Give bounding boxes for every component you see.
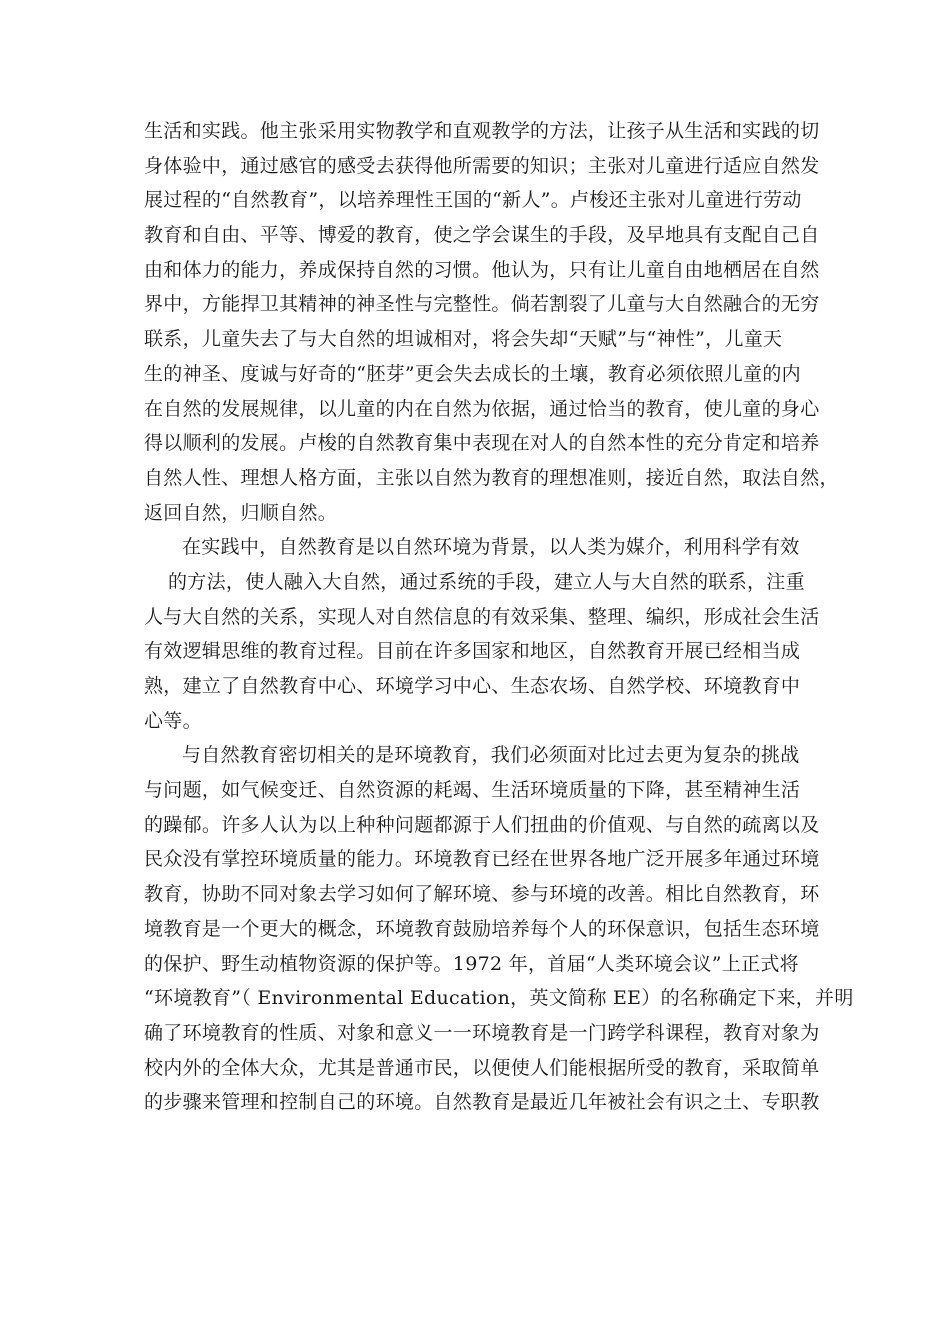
text-line: 的步骤来管理和控制自己的环境。自然教育是最近几年被社会有识之土、专职教: [144, 1091, 820, 1114]
text-line: 生的神圣、度诚与好奇的“胚芽”更会失去成长的土壤，教育必须依照儿童的内: [144, 362, 801, 385]
paragraph-2: [144, 530, 820, 738]
text-line: “环境教育”（ Environmental Education，英文简称 EE）的名称确定下来，并明: [144, 987, 854, 1010]
text-line: 与问题，如气候变迁、自然资源的耗竭、生活环境质量的下降，甚至精神生活: [144, 779, 801, 802]
text-line: 返回自然，归顺自然。: [144, 501, 338, 524]
text-line: 熟，建立了自然教育中心、环境学习中心、生态农场、自然学校、环境教育中: [144, 675, 801, 697]
text-line: 与自然教育密切相关的是环境教育，我们必须面对比过去更为复杂的挑战: [182, 744, 800, 767]
text-line: 校内外的全体大众，尤其是普通市民，以便使人们能根据所受的教育，采取简单: [144, 1056, 820, 1079]
text-line: 有效逻辑思维的教育过程。目前在许多国家和地区，自然教育开展已经相当成: [144, 640, 801, 663]
text-line: 在自然的发展规律，以儿童的内在自然为依据，通过恰当的教育，使儿童的身心: [144, 397, 820, 420]
text-line: 教育，协助不同对象去学习如何了解环境、参与环境的改善。相比自然教育，环: [144, 883, 820, 906]
text-line: 的方法，使人融入大自然，通过系统的手段，建立人与大自然的联系，注重: [168, 570, 805, 593]
text-line: 教育和自由、平等、博爱的教育，使之学会谋生的手段，及早地具有支配自己自: [144, 224, 820, 247]
text-line: 身体验中，通过感官的感受去获得他所需要的知识；主张对儿童进行适应自然发: [144, 154, 820, 177]
text-line: 的躁郁。许多人认为以上种种问题都源于人们扭曲的价值观、与自然的疏离以及: [144, 813, 820, 836]
text-line: 界中，方能捍卫其精神的神圣性与完整性。倘若割裂了儿童与大自然融合的无穷: [144, 293, 820, 316]
text-line: 人与大自然的关系，实现人对自然信息的有效采集、整理、编织，形成社会生活: [144, 605, 820, 628]
text-line: 确了环境教育的性质、对象和意义一一环境教育是一门跨学科课程，教育对象为: [144, 1021, 820, 1044]
body-text: [144, 114, 854, 1120]
text-line: 生活和实践。他主张采用实物教学和直观教学的方法，让孩子从生活和实践的切: [144, 120, 820, 142]
paragraph-1: [144, 114, 839, 530]
text-line: 的保护、野生动植物资源的保护等。1972 年，首届“人类环境会议”上正式将: [144, 952, 799, 975]
text-line: 联系，儿童失去了与大自然的坦诚相对，将会失却“天赋”与“神性”，儿童天: [144, 328, 783, 351]
text-line: 民众没有掌控环境质量的能力。环境教育已经在世界各地广泛开展多年通过环境: [144, 848, 820, 871]
text-line: 在实践中，自然教育是以自然环境为背景，以人类为媒介，利用科学有效: [182, 536, 800, 559]
text-line: 得以顺利的发展。卢梭的自然教育集中表现在对人的自然本性的充分肯定和培养: [144, 432, 820, 455]
text-line: 由和体力的能力，养成保持自然的习惯。他认为，只有让儿童自由地栖居在自然: [144, 258, 820, 281]
text-line: 心等。: [144, 709, 202, 732]
text-line: 展过程的“自然教育”，以培养理性王国的“新人”。卢梭还主张对儿童进行劳动: [144, 189, 802, 212]
text-line: 自然人性、理想人格方面，主张以自然为教育的理想准则，接近自然，取法自然，: [144, 466, 839, 489]
text-line: 境教育是一个更大的概念，环境教育鼓励培养每个人的环保意识，包括生态环境: [144, 917, 820, 940]
paragraph-3: [144, 738, 854, 1120]
